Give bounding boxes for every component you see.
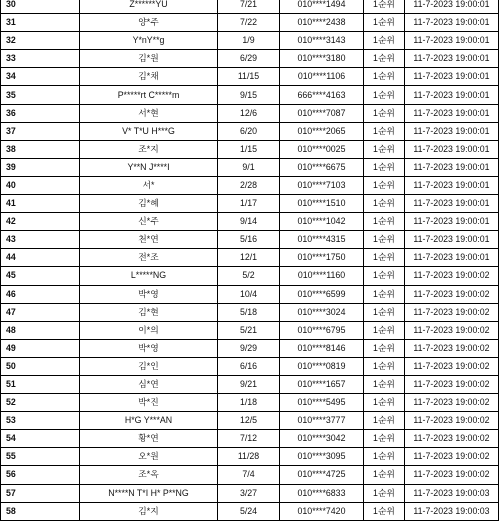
phone-cell[interactable]: 010****1160 (280, 267, 364, 285)
phone-cell[interactable]: 010****4315 (280, 231, 364, 249)
phone-cell[interactable]: 666****4163 (280, 86, 364, 104)
name-cell[interactable]: 김*인 (80, 357, 218, 375)
name-cell[interactable]: 신*주 (80, 213, 218, 231)
rank-cell[interactable]: 1순위 (364, 14, 405, 32)
table-row (1, 176, 499, 194)
name-cell[interactable]: Z******YU (80, 0, 218, 14)
row-number-cell[interactable]: 35 (1, 86, 80, 104)
rank-cell[interactable]: 1순위 (364, 466, 405, 484)
timestamp-cell[interactable]: 11-7-2023 19:00:01 (405, 122, 499, 140)
table-row (1, 267, 499, 285)
table-row (1, 68, 499, 86)
row-number-cell[interactable]: 38 (1, 140, 80, 158)
rank-cell[interactable]: 1순위 (364, 86, 405, 104)
table-body (1, 0, 499, 520)
timestamp-cell[interactable]: 11-7-2023 19:00:01 (405, 104, 499, 122)
rank-cell[interactable]: 1순위 (364, 213, 405, 231)
rank-cell[interactable]: 1순위 (364, 104, 405, 122)
table-row (1, 86, 499, 104)
phone-cell[interactable]: 010****7087 (280, 104, 364, 122)
name-cell[interactable]: 김*원 (80, 50, 218, 68)
table-row (1, 32, 499, 50)
rank-cell[interactable]: 1순위 (364, 249, 405, 267)
phone-cell[interactable]: 010****7103 (280, 176, 364, 194)
rank-cell[interactable]: 1순위 (364, 484, 405, 502)
timestamp-cell[interactable]: 11-7-2023 19:00:02 (405, 466, 499, 484)
name-cell[interactable]: L*****NG (80, 267, 218, 285)
row-number-cell[interactable]: 34 (1, 68, 80, 86)
timestamp-cell[interactable]: 11-7-2023 19:00:02 (405, 339, 499, 357)
table-row (1, 231, 499, 249)
row-number-cell[interactable]: 56 (1, 466, 80, 484)
rank-cell[interactable]: 1순위 (364, 502, 405, 520)
date-cell[interactable]: 12/6 (218, 104, 280, 122)
rank-cell[interactable]: 1순위 (364, 176, 405, 194)
row-number-cell[interactable]: 31 (1, 14, 80, 32)
timestamp-cell[interactable]: 11-7-2023 19:00:02 (405, 375, 499, 393)
rank-cell[interactable]: 1순위 (364, 68, 405, 86)
row-number-cell[interactable]: 46 (1, 285, 80, 303)
date-cell[interactable]: 9/21 (218, 375, 280, 393)
rank-cell[interactable]: 1순위 (364, 285, 405, 303)
row-number-cell[interactable]: 43 (1, 231, 80, 249)
phone-cell[interactable]: 010****3777 (280, 412, 364, 430)
row-number-cell[interactable]: 58 (1, 502, 80, 520)
phone-cell[interactable]: 010****1510 (280, 195, 364, 213)
table-row (1, 285, 499, 303)
name-cell[interactable]: 황*연 (80, 430, 218, 448)
date-cell[interactable]: 6/16 (218, 357, 280, 375)
timestamp-cell[interactable]: 11-7-2023 19:00:03 (405, 484, 499, 502)
timestamp-cell[interactable]: 11-7-2023 19:00:01 (405, 68, 499, 86)
timestamp-cell[interactable]: 11-7-2023 19:00:02 (405, 430, 499, 448)
table-row (1, 484, 499, 502)
date-cell[interactable]: 1/15 (218, 140, 280, 158)
date-cell[interactable]: 9/15 (218, 86, 280, 104)
timestamp-cell[interactable]: 11-7-2023 19:00:02 (405, 285, 499, 303)
row-number-cell[interactable]: 47 (1, 303, 80, 321)
row-number-cell[interactable]: 51 (1, 375, 80, 393)
row-number-cell[interactable]: 49 (1, 339, 80, 357)
timestamp-cell[interactable]: 11-7-2023 19:00:02 (405, 303, 499, 321)
name-cell[interactable]: 조*지 (80, 140, 218, 158)
phone-cell[interactable]: 010****3180 (280, 50, 364, 68)
table-row (1, 394, 499, 412)
name-cell[interactable]: 양*주 (80, 14, 218, 32)
timestamp-cell[interactable]: 11-7-2023 19:00:01 (405, 0, 499, 14)
name-cell[interactable]: 오*원 (80, 448, 218, 466)
rank-cell[interactable]: 1순위 (364, 50, 405, 68)
rank-cell[interactable]: 1순위 (364, 412, 405, 430)
name-cell[interactable]: 심*연 (80, 375, 218, 393)
name-cell[interactable]: N****N T*I H* P**NG (80, 484, 218, 502)
timestamp-cell[interactable]: 11-7-2023 19:00:01 (405, 195, 499, 213)
phone-cell[interactable]: 010****6833 (280, 484, 364, 502)
date-cell[interactable]: 6/29 (218, 50, 280, 68)
date-cell[interactable]: 7/12 (218, 430, 280, 448)
row-number-cell[interactable]: 39 (1, 158, 80, 176)
table-row (1, 195, 499, 213)
row-number-cell[interactable]: 45 (1, 267, 80, 285)
table-row (1, 430, 499, 448)
date-cell[interactable]: 5/2 (218, 267, 280, 285)
date-cell[interactable]: 5/18 (218, 303, 280, 321)
rank-cell[interactable]: 1순위 (364, 158, 405, 176)
name-cell[interactable]: 박*진 (80, 394, 218, 412)
phone-cell[interactable]: 010****5495 (280, 394, 364, 412)
date-cell[interactable]: 3/27 (218, 484, 280, 502)
phone-cell[interactable]: 010****1042 (280, 213, 364, 231)
name-cell[interactable]: 조*옥 (80, 466, 218, 484)
table-row (1, 140, 499, 158)
name-cell[interactable]: V* T*U H***G (80, 122, 218, 140)
rank-cell[interactable]: 1순위 (364, 430, 405, 448)
timestamp-cell[interactable]: 11-7-2023 19:00:03 (405, 502, 499, 520)
row-number-cell[interactable]: 48 (1, 321, 80, 339)
row-number-cell[interactable]: 55 (1, 448, 80, 466)
rank-cell[interactable]: 1순위 (364, 231, 405, 249)
phone-cell[interactable]: 010****6599 (280, 285, 364, 303)
name-cell[interactable]: 김*현 (80, 303, 218, 321)
phone-cell[interactable]: 010****4725 (280, 466, 364, 484)
row-number-cell[interactable]: 44 (1, 249, 80, 267)
phone-cell[interactable]: 010****6795 (280, 321, 364, 339)
table-row (1, 321, 499, 339)
date-cell[interactable]: 5/21 (218, 321, 280, 339)
row-number-cell[interactable]: 57 (1, 484, 80, 502)
rank-cell[interactable]: 1순위 (364, 303, 405, 321)
table-row (1, 158, 499, 176)
date-cell[interactable]: 9/29 (218, 339, 280, 357)
phone-cell[interactable]: 010****3095 (280, 448, 364, 466)
phone-cell[interactable]: 010****0819 (280, 357, 364, 375)
date-cell[interactable]: 12/1 (218, 249, 280, 267)
rank-cell[interactable]: 1순위 (364, 394, 405, 412)
name-cell[interactable]: 김*채 (80, 68, 218, 86)
phone-cell[interactable]: 010****1106 (280, 68, 364, 86)
timestamp-cell[interactable]: 11-7-2023 19:00:02 (405, 267, 499, 285)
table-row (1, 0, 499, 14)
name-cell[interactable]: Y**N J****I (80, 158, 218, 176)
date-cell[interactable]: 1/9 (218, 32, 280, 50)
date-cell[interactable]: 9/1 (218, 158, 280, 176)
name-cell[interactable]: 이*의 (80, 321, 218, 339)
rank-cell[interactable]: 1순위 (364, 267, 405, 285)
timestamp-cell[interactable]: 11-7-2023 19:00:01 (405, 14, 499, 32)
table-row (1, 448, 499, 466)
timestamp-cell[interactable]: 11-7-2023 19:00:02 (405, 394, 499, 412)
table-row (1, 249, 499, 267)
date-cell[interactable]: 7/4 (218, 466, 280, 484)
phone-cell[interactable]: 010****8146 (280, 339, 364, 357)
timestamp-cell[interactable]: 11-7-2023 19:00:01 (405, 213, 499, 231)
name-cell[interactable]: 김*지 (80, 502, 218, 520)
rank-cell[interactable]: 1순위 (364, 448, 405, 466)
table-row (1, 412, 499, 430)
row-number-cell[interactable]: 52 (1, 394, 80, 412)
row-number-cell[interactable]: 54 (1, 430, 80, 448)
row-number-cell[interactable]: 37 (1, 122, 80, 140)
date-cell[interactable]: 5/16 (218, 231, 280, 249)
date-cell[interactable]: 6/20 (218, 122, 280, 140)
row-number-cell[interactable]: 32 (1, 32, 80, 50)
phone-cell[interactable]: 010****1750 (280, 249, 364, 267)
date-cell[interactable]: 9/14 (218, 213, 280, 231)
table-row (1, 213, 499, 231)
table-row (1, 375, 499, 393)
row-number-cell[interactable]: 36 (1, 104, 80, 122)
row-number-cell[interactable]: 42 (1, 213, 80, 231)
row-number-cell[interactable]: 41 (1, 195, 80, 213)
timestamp-cell[interactable]: 11-7-2023 19:00:02 (405, 412, 499, 430)
row-number-cell[interactable]: 33 (1, 50, 80, 68)
phone-cell[interactable]: 010****7420 (280, 502, 364, 520)
name-cell[interactable]: P*****rt C*****m (80, 86, 218, 104)
date-cell[interactable]: 1/18 (218, 394, 280, 412)
timestamp-cell[interactable]: 11-7-2023 19:00:01 (405, 32, 499, 50)
date-cell[interactable]: 2/28 (218, 176, 280, 194)
table-row (1, 357, 499, 375)
rank-cell[interactable]: 1순위 (364, 140, 405, 158)
rank-cell[interactable]: 1순위 (364, 357, 405, 375)
phone-cell[interactable]: 010****2065 (280, 122, 364, 140)
timestamp-cell[interactable]: 11-7-2023 19:00:01 (405, 140, 499, 158)
name-cell[interactable]: 천*연 (80, 231, 218, 249)
date-cell[interactable]: 10/4 (218, 285, 280, 303)
timestamp-cell[interactable]: 11-7-2023 19:00:02 (405, 448, 499, 466)
phone-cell[interactable]: 010****2438 (280, 14, 364, 32)
phone-cell[interactable]: 010****3042 (280, 430, 364, 448)
table-row (1, 339, 499, 357)
date-cell[interactable]: 11/28 (218, 448, 280, 466)
name-cell[interactable]: 전*조 (80, 249, 218, 267)
timestamp-cell[interactable]: 11-7-2023 19:00:01 (405, 50, 499, 68)
timestamp-cell[interactable]: 11-7-2023 19:00:01 (405, 158, 499, 176)
date-cell[interactable]: 7/22 (218, 14, 280, 32)
row-number-cell[interactable]: 53 (1, 412, 80, 430)
rank-cell[interactable]: 1순위 (364, 32, 405, 50)
row-number-cell[interactable]: 50 (1, 357, 80, 375)
name-cell[interactable]: Y*nY**g (80, 32, 218, 50)
phone-cell[interactable]: 010****0025 (280, 140, 364, 158)
timestamp-cell[interactable]: 11-7-2023 19:00:02 (405, 357, 499, 375)
name-cell[interactable]: 김*혜 (80, 195, 218, 213)
timestamp-cell[interactable]: 11-7-2023 19:00:02 (405, 321, 499, 339)
timestamp-cell[interactable]: 11-7-2023 19:00:01 (405, 231, 499, 249)
name-cell[interactable]: 박*영 (80, 339, 218, 357)
table-row (1, 466, 499, 484)
rank-cell[interactable]: 1순위 (364, 321, 405, 339)
phone-cell[interactable]: 010****3024 (280, 303, 364, 321)
date-cell[interactable]: 1/17 (218, 195, 280, 213)
phone-cell[interactable]: 010****3143 (280, 32, 364, 50)
name-cell[interactable]: 서*현 (80, 104, 218, 122)
name-cell[interactable]: H*G Y***AN (80, 412, 218, 430)
table-row (1, 50, 499, 68)
table-row (1, 303, 499, 321)
phone-cell[interactable]: 010****6675 (280, 158, 364, 176)
rank-cell[interactable]: 1순위 (364, 195, 405, 213)
table-row (1, 104, 499, 122)
table-row (1, 502, 499, 520)
rank-cell[interactable]: 1순위 (364, 339, 405, 357)
name-cell[interactable]: 서* (80, 176, 218, 194)
timestamp-cell[interactable]: 11-7-2023 19:00:01 (405, 86, 499, 104)
rank-cell[interactable]: 1순위 (364, 0, 405, 14)
rank-cell[interactable]: 1순위 (364, 122, 405, 140)
table-row (1, 14, 499, 32)
row-number-cell[interactable]: 30 (1, 0, 80, 14)
rank-cell[interactable]: 1순위 (364, 375, 405, 393)
date-cell[interactable]: 12/5 (218, 412, 280, 430)
date-cell[interactable]: 7/21 (218, 0, 280, 14)
row-number-cell[interactable]: 40 (1, 176, 80, 194)
phone-cell[interactable]: 010****1657 (280, 375, 364, 393)
date-cell[interactable]: 11/15 (218, 68, 280, 86)
phone-cell[interactable]: 010****1494 (280, 0, 364, 14)
name-cell[interactable]: 박*영 (80, 285, 218, 303)
timestamp-cell[interactable]: 11-7-2023 19:00:01 (405, 176, 499, 194)
table-row (1, 122, 499, 140)
timestamp-cell[interactable]: 11-7-2023 19:00:01 (405, 249, 499, 267)
date-cell[interactable]: 5/24 (218, 502, 280, 520)
